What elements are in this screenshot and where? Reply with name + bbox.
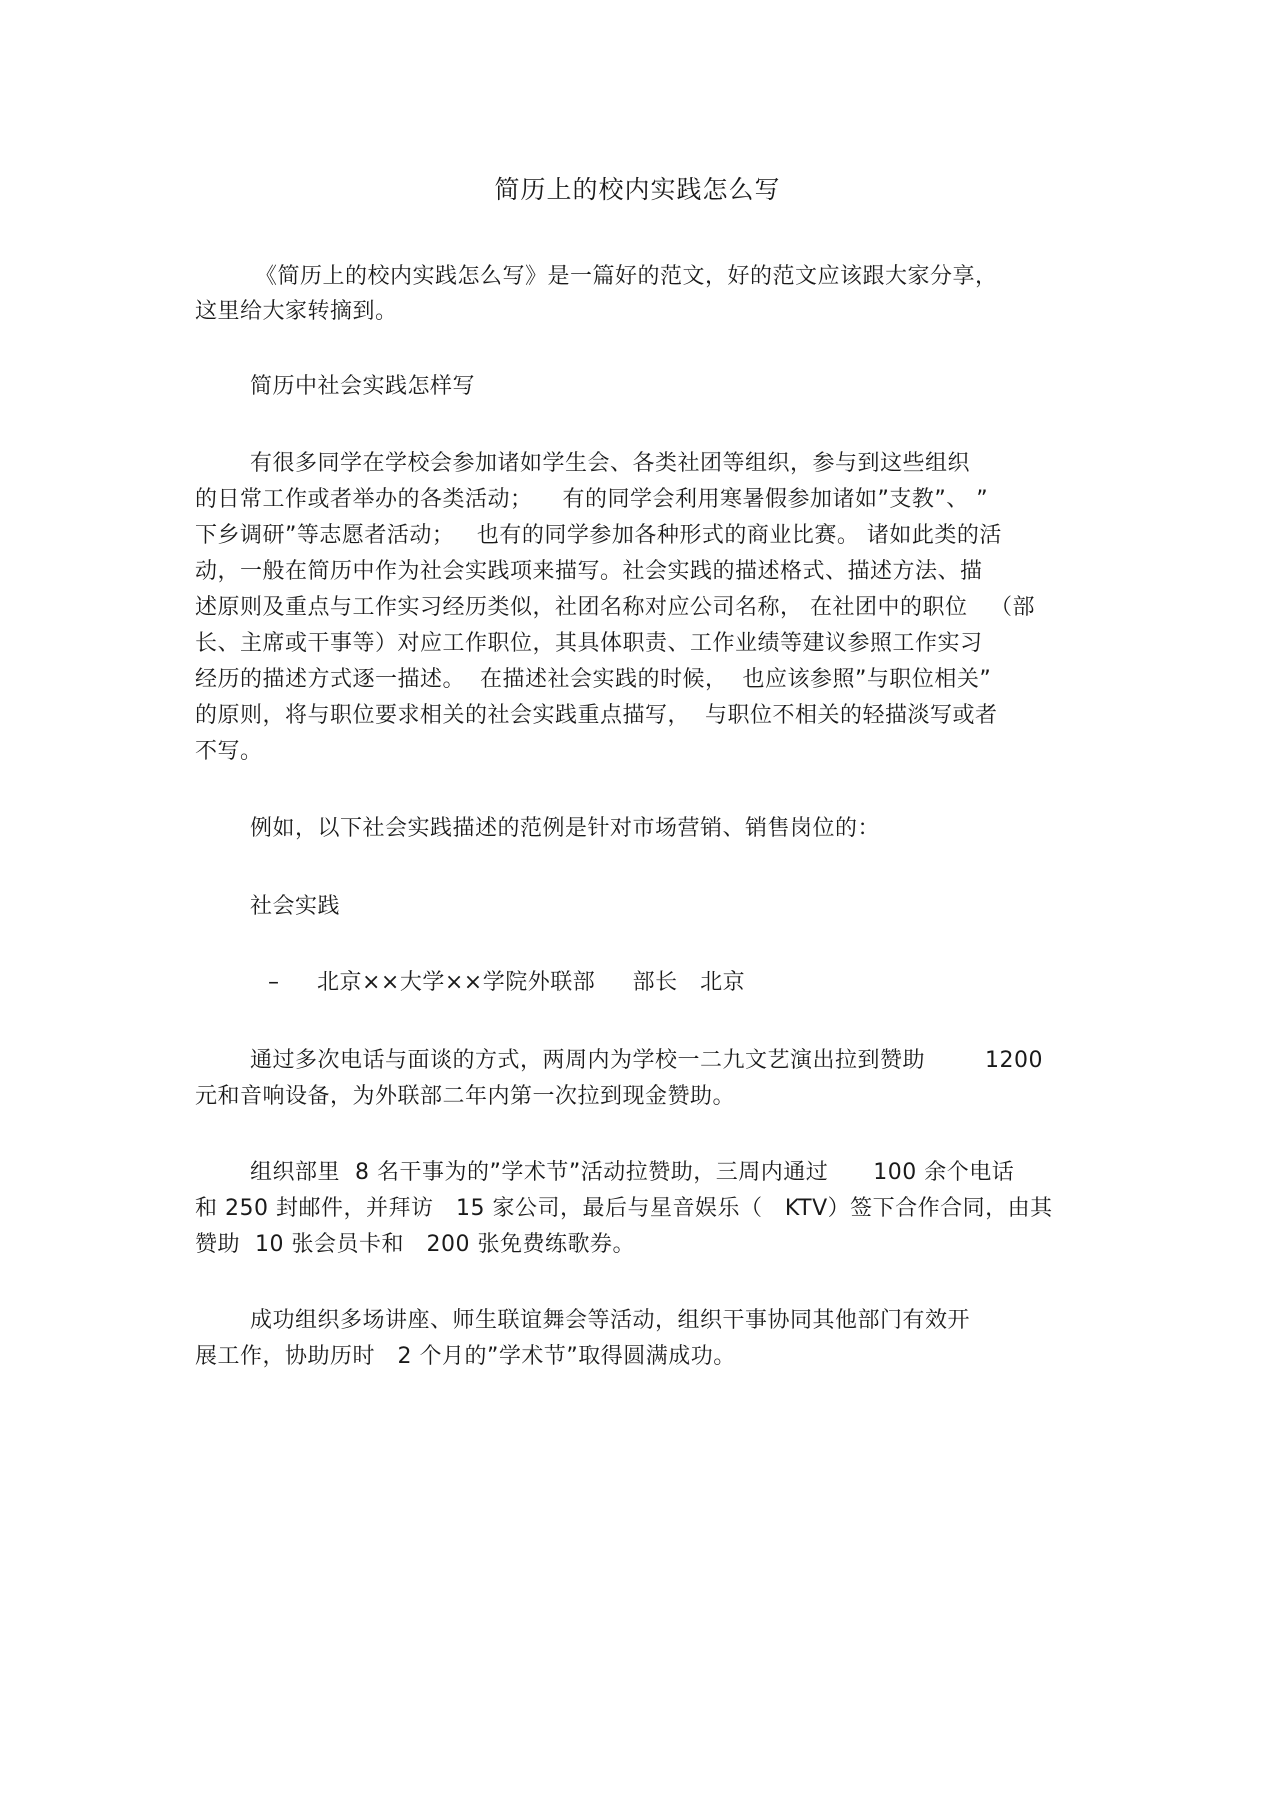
position-line: – 北京××大学××学院外联部 部长 北京: [268, 970, 746, 995]
section-heading-practice: 社会实践: [250, 894, 341, 919]
item-2-line-3: 赞助 10 张会员卡和 200 张免费练歌券。: [195, 1232, 635, 1257]
paragraph-line-4: 动，一般在简历中作为社会实践项来描写。社会实践的描述格式、描述方法、描: [195, 559, 983, 584]
section-heading: 简历中社会实践怎样写: [250, 374, 476, 399]
example-intro: 例如，以下社会实践描述的范例是针对市场营销、销售岗位的：: [250, 816, 881, 841]
item-1-line-2: 元和音响设备，为外联部二年内第一次拉到现金赞助。: [195, 1084, 736, 1109]
paragraph-line-3: 下乡调研”等志愿者活动； 也有的同学参加各种形式的商业比赛。 诸如此类的活: [195, 523, 1002, 548]
paragraph-line-8: 的原则，将与职位要求相关的社会实践重点描写， 与职位不相关的轻描淡写或者: [195, 703, 998, 728]
paragraph-line-1: 有很多同学在学校会参加诸如学生会、各类社团等组织，参与到这些组织: [250, 451, 971, 476]
paragraph-line-6: 长、主席或干事等）对应工作职位，其具体职责、工作业绩等建议参照工作实习: [195, 631, 983, 656]
paragraph-line-9: 不写。: [195, 739, 263, 764]
paragraph-line-2: 的日常工作或者举办的各类活动； 有的同学会利用寒暑假参加诸如”支教”、 ”: [195, 487, 989, 512]
intro-line-1: 《简历上的校内实践怎么写》是一篇好的范文，好的范文应该跟大家分享，: [255, 264, 998, 289]
paragraph-line-5: 述原则及重点与工作实习经历类似，社团名称对应公司名称， 在社团中的职位 （部: [195, 595, 1035, 620]
item-2-line-1: 组织部里 8 名干事为的”学术节”活动拉赞助，三周内通过 100 余个电话: [250, 1160, 1015, 1185]
item-3-line-1: 成功组织多场讲座、师生联谊舞会等活动，组织干事协同其他部门有效开: [250, 1308, 971, 1333]
paragraph-line-7: 经历的描述方式逐一描述。 在描述社会实践的时候， 也应该参照”与职位相关”: [195, 667, 992, 692]
item-1-line-1: 通过多次电话与面谈的方式，两周内为学校一二九文艺演出拉到赞助 1200: [250, 1048, 1043, 1073]
intro-line-2: 这里给大家转摘到。: [195, 299, 398, 324]
document-title: 简历上的校内实践怎么写: [494, 175, 781, 204]
item-3-line-2: 展工作，协助历时 2 个月的”学术节”取得圆满成功。: [195, 1344, 736, 1369]
item-2-line-2: 和 250 封邮件，并拜访 15 家公司，最后与星音娱乐（ KTV）签下合作合同，由其: [195, 1196, 1053, 1221]
